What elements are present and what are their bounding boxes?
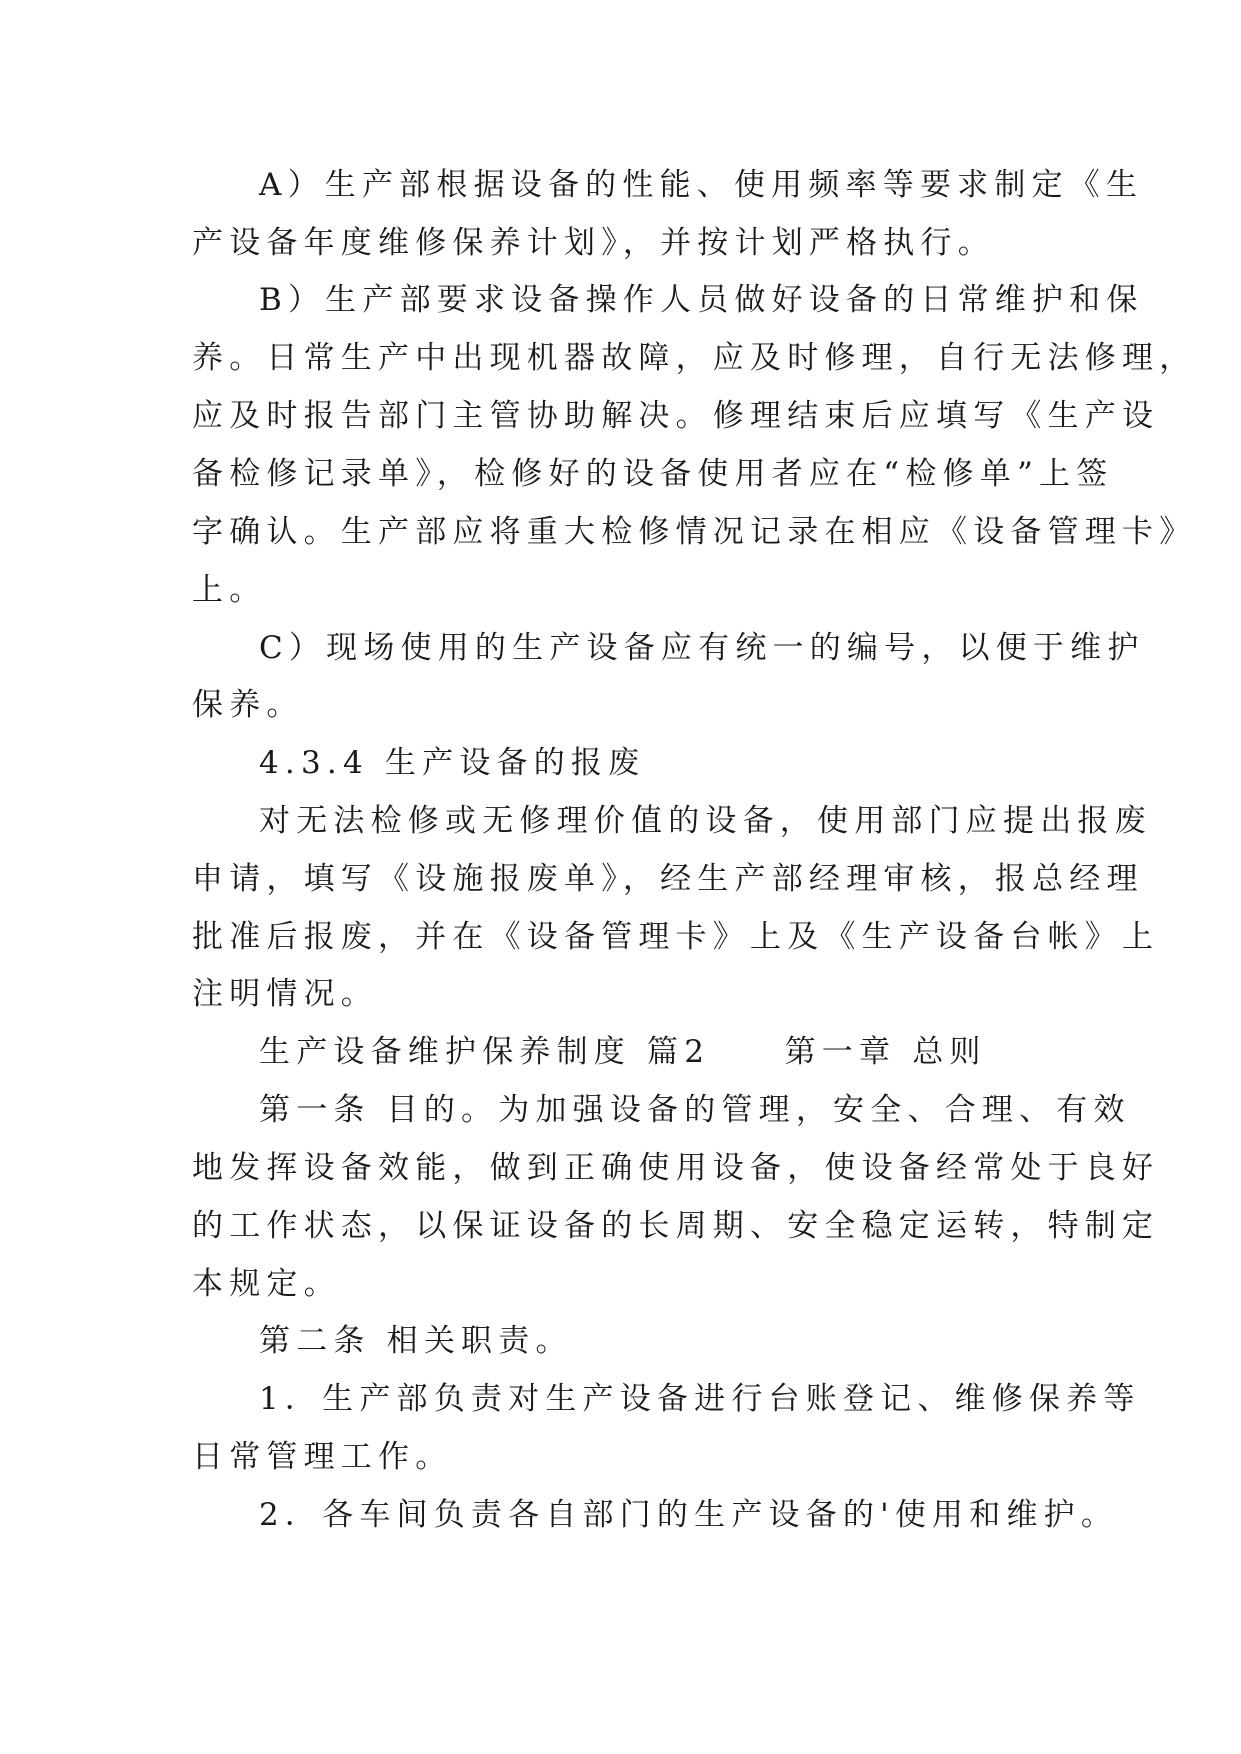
paragraph-b-line-3: 应及时报告部门主管协助解决。修理结束后应填写《生产设 bbox=[192, 398, 1160, 434]
paragraph-c-line-2: 保养。 bbox=[192, 687, 304, 723]
duty-1-line-1: 1．生产部负责对生产设备进行台账登记、维修保养等 bbox=[259, 1381, 1141, 1417]
paragraph-b-line-2: 养。日常生产中出现机器故障，应及时修理，自行无法修理， bbox=[192, 340, 1197, 376]
duty-2-line-1: 2．各车间负责各自部门的生产设备的'使用和维护。 bbox=[259, 1497, 1119, 1533]
paragraph-b-line-4: 备检修记录单》，检修好的设备使用者应在“检修单”上签 bbox=[192, 456, 1114, 492]
scrap-paragraph-line-3: 批准后报废，并在《设备管理卡》上及《生产设备台帐》上 bbox=[192, 919, 1160, 955]
paragraph-a-line-2: 产设备年度维修保养计划》，并按计划严格执行。 bbox=[192, 225, 995, 261]
scrap-paragraph-line-2: 申请，填写《设施报废单》，经生产部经理审核，报总经理 bbox=[192, 861, 1144, 897]
scrap-paragraph-line-4: 注明情况。 bbox=[192, 976, 378, 1012]
duty-1-line-2: 日常管理工作。 bbox=[192, 1439, 453, 1475]
article-1-line-4: 本规定。 bbox=[192, 1266, 341, 1302]
section-heading-4-3-4: 4.3.4 生产设备的报废 bbox=[259, 745, 646, 781]
paragraph-b-line-1: B）生产部要求设备操作人员做好设备的日常维护和保 bbox=[259, 282, 1144, 318]
paragraph-b-line-5: 字确认。生产部应将重大检修情况记录在相应《设备管理卡》 bbox=[192, 514, 1197, 550]
paragraph-a-line-1: A）生产部根据设备的性能、使用频率等要求制定《生 bbox=[259, 167, 1144, 203]
scrap-paragraph-line-1: 对无法检修或无修理价值的设备，使用部门应提出报废 bbox=[259, 803, 1152, 839]
chapter-heading: 生产设备维护保养制度 篇2 第一章 总则 bbox=[259, 1034, 987, 1070]
paragraph-b-line-6: 上。 bbox=[192, 572, 267, 608]
paragraph-c-line-1: C）现场使用的生产设备应有统一的编号，以便于维护 bbox=[259, 630, 1145, 666]
article-1-line-1: 第一条 目的。为加强设备的管理，安全、合理、有效 bbox=[259, 1092, 1131, 1128]
article-1-line-3: 的工作状态，以保证设备的长周期、安全稳定运转，特制定 bbox=[192, 1208, 1160, 1244]
article-2-heading: 第二条 相关职责。 bbox=[259, 1323, 573, 1359]
article-1-line-2: 地发挥设备效能，做到正确使用设备，使设备经常处于良好 bbox=[192, 1150, 1160, 1186]
